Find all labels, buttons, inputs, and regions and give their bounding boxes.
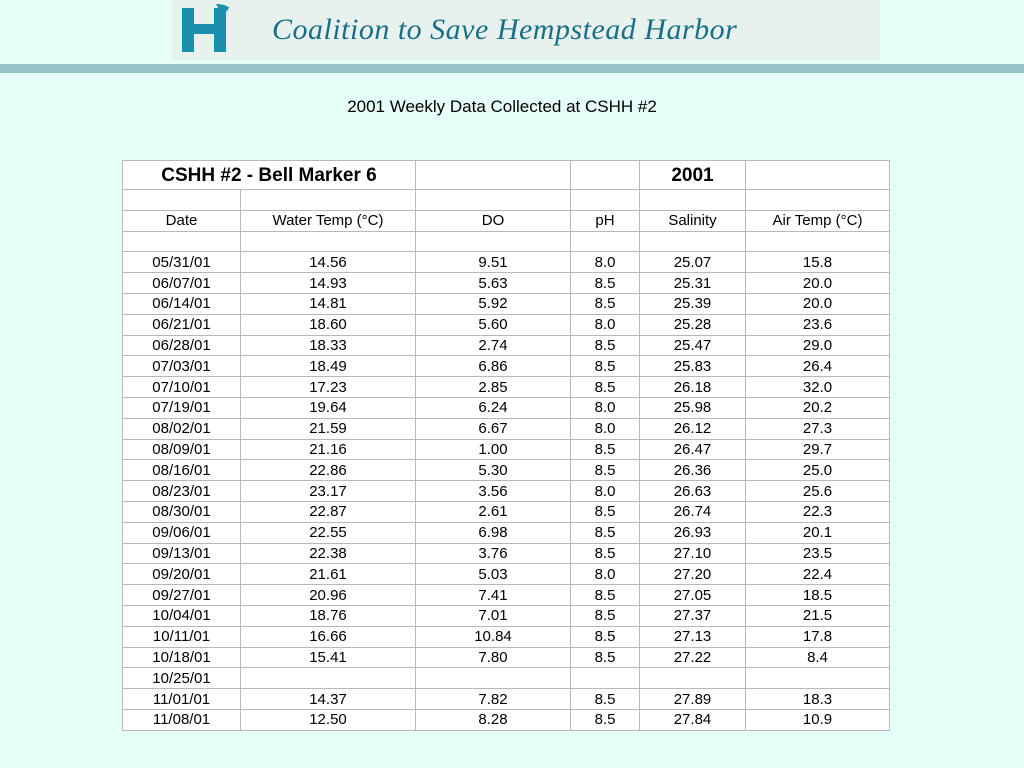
cell-water-temp: 21.59	[241, 418, 416, 439]
cell-date: 10/11/01	[123, 626, 241, 647]
cell-ph: 8.5	[571, 522, 640, 543]
cell-water-temp: 18.49	[241, 356, 416, 377]
cell-ph: 8.5	[571, 605, 640, 626]
cell-ph: 8.0	[571, 314, 640, 335]
cell-air-temp: 29.7	[746, 439, 890, 460]
cell-date: 06/28/01	[123, 335, 241, 356]
cell-ph: 8.5	[571, 709, 640, 730]
table-row	[123, 564, 890, 585]
cell-do: 5.63	[416, 273, 571, 294]
cell-date: 10/04/01	[123, 605, 241, 626]
cell-salinity: 25.28	[640, 314, 746, 335]
cell-date: 07/03/01	[123, 356, 241, 377]
cell-ph: 8.5	[571, 356, 640, 377]
page-title: 2001 Weekly Data Collected at CSHH #2	[347, 97, 657, 116]
cell-air-temp: 23.5	[746, 543, 890, 564]
col-header-do: DO	[416, 210, 571, 231]
cell-salinity: 25.31	[640, 273, 746, 294]
cell-do: 7.80	[416, 647, 571, 668]
cell-ph: 8.5	[571, 647, 640, 668]
blank-cell	[746, 161, 890, 190]
cell-air-temp: 20.2	[746, 397, 890, 418]
cell-do: 5.92	[416, 293, 571, 314]
table-row	[123, 522, 890, 543]
table-row	[123, 689, 890, 710]
cell-date: 10/25/01	[123, 668, 241, 689]
cell-water-temp: 17.23	[241, 377, 416, 398]
col-header-salinity: Salinity	[640, 210, 746, 231]
cell-water-temp: 21.61	[241, 564, 416, 585]
col-header-date: Date	[123, 210, 241, 231]
station-title: CSHH #2 - Bell Marker 6	[123, 161, 416, 190]
cell-date: 11/08/01	[123, 709, 241, 730]
cell-water-temp: 18.60	[241, 314, 416, 335]
cell-date: 11/01/01	[123, 689, 241, 710]
table-row	[123, 481, 890, 502]
column-header-row	[123, 210, 890, 231]
cell-salinity: 26.36	[640, 460, 746, 481]
cell-water-temp: 22.38	[241, 543, 416, 564]
cell-air-temp: 20.0	[746, 293, 890, 314]
table-row	[123, 273, 890, 294]
cell-do: 6.67	[416, 418, 571, 439]
cell-date: 06/14/01	[123, 293, 241, 314]
cell-water-temp: 22.87	[241, 501, 416, 522]
cell-date: 07/19/01	[123, 397, 241, 418]
cell-date: 05/31/01	[123, 252, 241, 273]
table-row	[123, 543, 890, 564]
cell-salinity: 26.93	[640, 522, 746, 543]
cell-salinity: 27.05	[640, 585, 746, 606]
cell-ph: 8.5	[571, 626, 640, 647]
cell-salinity: 26.63	[640, 481, 746, 502]
cell-water-temp: 23.17	[241, 481, 416, 502]
col-header-water-temp: Water Temp (°C)	[241, 210, 416, 231]
cell-do: 9.51	[416, 252, 571, 273]
cell-air-temp: 20.1	[746, 522, 890, 543]
cell-water-temp: 15.41	[241, 647, 416, 668]
cell-ph: 8.5	[571, 293, 640, 314]
cell-air-temp: 8.4	[746, 647, 890, 668]
cell-salinity: 26.18	[640, 377, 746, 398]
cell-date: 06/21/01	[123, 314, 241, 335]
cell-do: 7.01	[416, 605, 571, 626]
cell-water-temp: 12.50	[241, 709, 416, 730]
table-row	[123, 626, 890, 647]
cell-ph: 8.5	[571, 335, 640, 356]
cell-ph: 8.5	[571, 585, 640, 606]
cell-water-temp: 14.56	[241, 252, 416, 273]
org-name: Coalition to Save Hempstead Harbor	[272, 13, 738, 46]
cell-ph: 8.0	[571, 252, 640, 273]
cell-air-temp: 17.8	[746, 626, 890, 647]
cell-salinity: 26.12	[640, 418, 746, 439]
cell-date: 09/13/01	[123, 543, 241, 564]
cell-ph: 8.5	[571, 273, 640, 294]
spacer-row	[123, 190, 890, 211]
cell-date: 10/18/01	[123, 647, 241, 668]
cell-air-temp	[746, 668, 890, 689]
cell-air-temp: 29.0	[746, 335, 890, 356]
table-row	[123, 335, 890, 356]
cell-date: 08/16/01	[123, 460, 241, 481]
table-row	[123, 439, 890, 460]
cell-ph: 8.5	[571, 501, 640, 522]
data-table	[122, 160, 890, 731]
cell-salinity: 27.10	[640, 543, 746, 564]
cell-date: 08/30/01	[123, 501, 241, 522]
cell-salinity: 26.47	[640, 439, 746, 460]
cell-ph: 8.5	[571, 377, 640, 398]
cell-water-temp: 18.76	[241, 605, 416, 626]
cell-ph: 8.0	[571, 397, 640, 418]
table-row	[123, 668, 890, 689]
cell-ph: 8.5	[571, 460, 640, 481]
cell-date: 08/02/01	[123, 418, 241, 439]
cell-do: 7.41	[416, 585, 571, 606]
cell-ph: 8.0	[571, 481, 640, 502]
year-title: 2001	[640, 161, 746, 190]
cell-do: 3.76	[416, 543, 571, 564]
cell-air-temp: 18.5	[746, 585, 890, 606]
cell-ph: 8.5	[571, 689, 640, 710]
cell-salinity	[640, 668, 746, 689]
cell-salinity: 26.74	[640, 501, 746, 522]
cell-air-temp: 18.3	[746, 689, 890, 710]
cell-date: 08/09/01	[123, 439, 241, 460]
cell-salinity: 27.37	[640, 605, 746, 626]
cell-salinity: 25.83	[640, 356, 746, 377]
cell-air-temp: 32.0	[746, 377, 890, 398]
cell-do: 6.86	[416, 356, 571, 377]
cell-do: 6.24	[416, 397, 571, 418]
cell-do: 5.03	[416, 564, 571, 585]
cell-ph: 8.0	[571, 418, 640, 439]
cell-air-temp: 20.0	[746, 273, 890, 294]
table-row	[123, 709, 890, 730]
cell-do: 3.56	[416, 481, 571, 502]
cell-water-temp: 19.64	[241, 397, 416, 418]
table-row	[123, 418, 890, 439]
cell-ph: 8.5	[571, 439, 640, 460]
cell-air-temp: 25.0	[746, 460, 890, 481]
cell-date: 06/07/01	[123, 273, 241, 294]
cell-water-temp	[241, 668, 416, 689]
cell-do	[416, 668, 571, 689]
cell-ph: 8.5	[571, 543, 640, 564]
cell-water-temp: 18.33	[241, 335, 416, 356]
table-row	[123, 647, 890, 668]
table-row	[123, 605, 890, 626]
cell-do: 5.30	[416, 460, 571, 481]
cell-water-temp: 14.37	[241, 689, 416, 710]
cell-ph	[571, 668, 640, 689]
cell-salinity: 27.89	[640, 689, 746, 710]
cell-water-temp: 14.93	[241, 273, 416, 294]
cell-water-temp: 14.81	[241, 293, 416, 314]
cell-salinity: 27.22	[640, 647, 746, 668]
cell-air-temp: 10.9	[746, 709, 890, 730]
cell-air-temp: 21.5	[746, 605, 890, 626]
blank-cell	[416, 161, 571, 190]
col-header-air-temp: Air Temp (°C)	[746, 210, 890, 231]
table-row	[123, 356, 890, 377]
cell-water-temp: 22.55	[241, 522, 416, 543]
cell-do: 10.84	[416, 626, 571, 647]
table-row	[123, 501, 890, 522]
cell-date: 08/23/01	[123, 481, 241, 502]
table-title-row	[123, 161, 890, 190]
cell-salinity: 25.39	[640, 293, 746, 314]
cell-do: 8.28	[416, 709, 571, 730]
cell-ph: 8.0	[571, 564, 640, 585]
cell-date: 09/27/01	[123, 585, 241, 606]
cell-date: 07/10/01	[123, 377, 241, 398]
blank-cell	[571, 161, 640, 190]
cell-do: 1.00	[416, 439, 571, 460]
cell-water-temp: 20.96	[241, 585, 416, 606]
cell-water-temp: 22.86	[241, 460, 416, 481]
cell-air-temp: 26.4	[746, 356, 890, 377]
table-row	[123, 585, 890, 606]
table-row	[123, 460, 890, 481]
cell-salinity: 25.98	[640, 397, 746, 418]
cell-salinity: 27.13	[640, 626, 746, 647]
header-banner	[172, 0, 880, 60]
cell-do: 2.85	[416, 377, 571, 398]
col-header-ph: pH	[571, 210, 640, 231]
cell-water-temp: 16.66	[241, 626, 416, 647]
cell-air-temp: 22.3	[746, 501, 890, 522]
table-row	[123, 397, 890, 418]
cell-salinity: 25.47	[640, 335, 746, 356]
header-divider	[0, 64, 1024, 73]
cell-date: 09/06/01	[123, 522, 241, 543]
cell-air-temp: 25.6	[746, 481, 890, 502]
cell-water-temp: 21.16	[241, 439, 416, 460]
cell-do: 7.82	[416, 689, 571, 710]
cell-date: 09/20/01	[123, 564, 241, 585]
hh-logo-icon	[172, 0, 248, 60]
spacer-row	[123, 231, 890, 252]
cell-air-temp: 23.6	[746, 314, 890, 335]
cell-do: 2.61	[416, 501, 571, 522]
cell-air-temp: 22.4	[746, 564, 890, 585]
cell-do: 5.60	[416, 314, 571, 335]
cell-do: 2.74	[416, 335, 571, 356]
table-row	[123, 252, 890, 273]
cell-salinity: 27.20	[640, 564, 746, 585]
cell-salinity: 25.07	[640, 252, 746, 273]
cell-air-temp: 15.8	[746, 252, 890, 273]
table-row	[123, 314, 890, 335]
cell-salinity: 27.84	[640, 709, 746, 730]
cell-do: 6.98	[416, 522, 571, 543]
table-row	[123, 377, 890, 398]
table-row	[123, 293, 890, 314]
cell-air-temp: 27.3	[746, 418, 890, 439]
